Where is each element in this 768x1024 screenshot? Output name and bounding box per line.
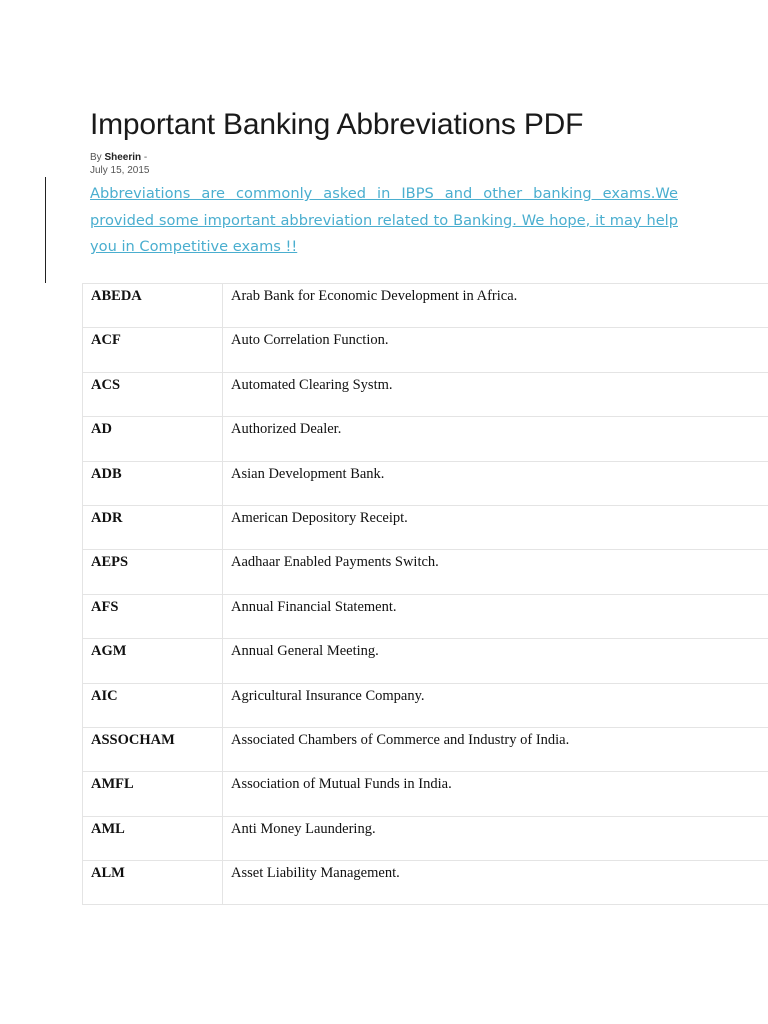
meaning-cell: Anti Money Laundering.: [223, 816, 768, 860]
byline-prefix: By: [90, 152, 102, 163]
author-name: Sheerin: [104, 152, 142, 163]
margin-rule: [45, 177, 46, 283]
meaning-cell: Automated Clearing Systm.: [223, 372, 768, 416]
meaning-cell: Associated Chambers of Commerce and Industry of India.: [223, 727, 768, 771]
abbreviation-cell: ABEDA: [83, 284, 223, 328]
meaning-cell: Association of Mutual Funds in India.: [223, 772, 768, 816]
table-row: [83, 550, 768, 594]
meaning-cell: Annual General Meeting.: [223, 639, 768, 683]
abbreviations-table: [82, 283, 768, 905]
intro-link[interactable]: Abbreviations are commonly asked in IBPS and other banking exams.We provided some important abbreviation related to Banking. We hope, it may help you in Competitive exams !!: [90, 185, 678, 255]
abbreviation-cell: AML: [83, 816, 223, 860]
page-title: Important Banking Abbreviations PDF: [90, 108, 584, 141]
table-row: [83, 727, 768, 771]
table-row: [83, 683, 768, 727]
table-row: [83, 861, 768, 905]
meaning-cell: Agricultural Insurance Company.: [223, 683, 768, 727]
byline-separator: -: [143, 152, 148, 163]
meaning-cell: Arab Bank for Economic Development in Africa.: [223, 284, 768, 328]
table-row: [83, 639, 768, 683]
abbreviation-cell: AIC: [83, 683, 223, 727]
meaning-cell: Asian Development Bank.: [223, 461, 768, 505]
meaning-cell: Authorized Dealer.: [223, 417, 768, 461]
abbreviation-cell: ACS: [83, 372, 223, 416]
meaning-cell: American Depository Receipt.: [223, 505, 768, 549]
meaning-cell: Annual Financial Statement.: [223, 594, 768, 638]
table-row: [83, 328, 768, 372]
abbreviation-cell: AEPS: [83, 550, 223, 594]
table-row: [83, 417, 768, 461]
meaning-cell: Aadhaar Enabled Payments Switch.: [223, 550, 768, 594]
table-row: [83, 505, 768, 549]
abbreviation-cell: AGM: [83, 639, 223, 683]
abbreviation-cell: AFS: [83, 594, 223, 638]
abbreviation-cell: ASSOCHAM: [83, 727, 223, 771]
table-row: [83, 284, 768, 328]
table-row: [83, 772, 768, 816]
byline-author-line: [90, 151, 150, 164]
meaning-cell: Auto Correlation Function.: [223, 328, 768, 372]
table-row: [83, 461, 768, 505]
abbreviation-cell: ALM: [83, 861, 223, 905]
abbreviation-cell: ADB: [83, 461, 223, 505]
table-row: [83, 372, 768, 416]
publish-date: July 15, 2015: [90, 165, 150, 176]
abbreviation-cell: AD: [83, 417, 223, 461]
table-row: [83, 594, 768, 638]
abbreviation-cell: ACF: [83, 328, 223, 372]
table-row: [83, 816, 768, 860]
abbreviation-cell: ADR: [83, 505, 223, 549]
byline: [90, 151, 150, 177]
abbreviation-cell: AMFL: [83, 772, 223, 816]
meaning-cell: Asset Liability Management.: [223, 861, 768, 905]
